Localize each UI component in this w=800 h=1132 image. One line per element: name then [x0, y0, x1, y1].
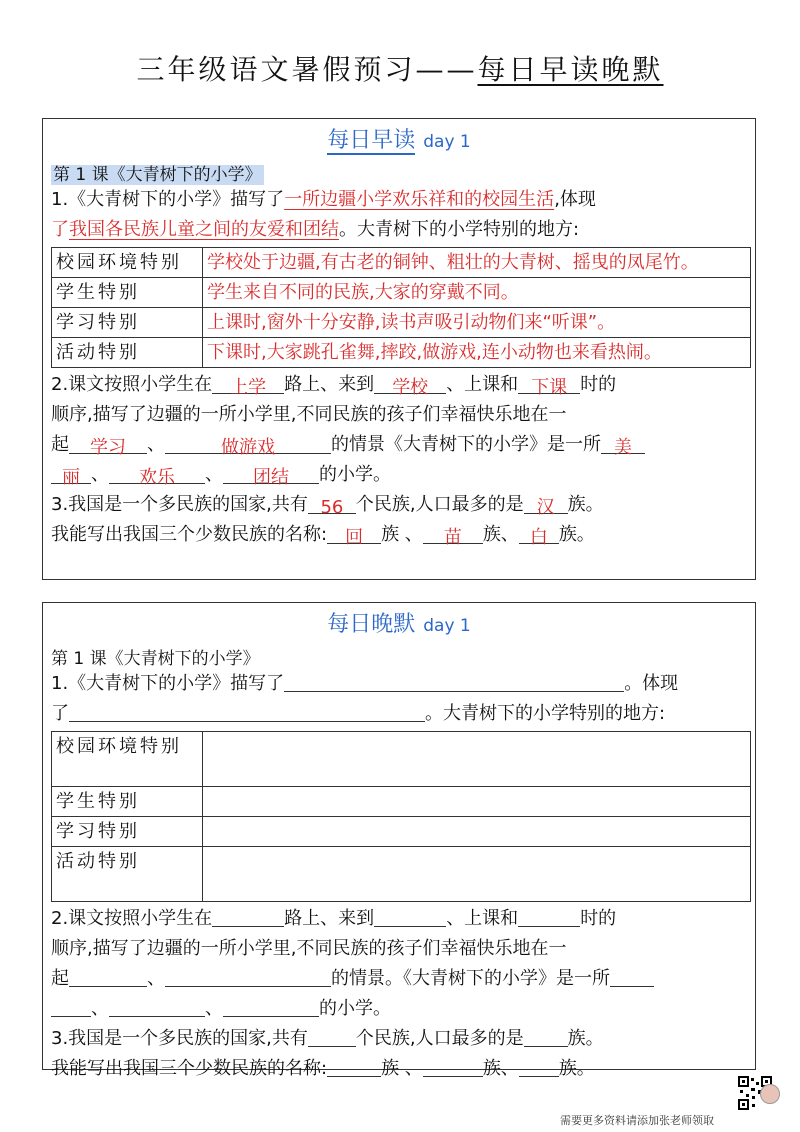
evening-day: day 1	[423, 616, 471, 636]
evening-q1: 1.《大青树下的小学》描写了 。体现 了 。大青树下的小学特别的地方:	[51, 673, 679, 724]
title-plain: 三年级语文暑假预习——	[136, 53, 478, 86]
table-row: 学习特别 上课时,窗外十分安静,读书声吸引动物们来“听课”。	[52, 308, 751, 338]
evening-q1-blank2[interactable]	[69, 701, 425, 722]
morning-header	[43, 123, 755, 154]
blank[interactable]	[327, 1056, 381, 1077]
blank[interactable]	[308, 1026, 356, 1047]
footer-note: 需要更多资料请添加张老师领取	[560, 1114, 714, 1127]
blank[interactable]	[524, 1026, 568, 1047]
evening-features-table	[51, 731, 751, 902]
table-row: 学生特别	[52, 787, 751, 817]
blank[interactable]	[165, 966, 331, 987]
blank[interactable]	[610, 966, 654, 987]
table-row: 学习特别	[52, 817, 751, 847]
title-underlined: 每日早读晚默	[477, 53, 664, 86]
blank[interactable]	[212, 906, 284, 927]
blank[interactable]	[51, 996, 91, 1017]
blank[interactable]	[519, 1056, 559, 1077]
evening-q1-blank1[interactable]	[284, 671, 624, 692]
morning-q3: 3.我国是一个多民族的国家,共有 56 个民族,人口最多的是 汉 族。 我能写出我国三个少数民族的名称: 回 族 、 苗 族、 白 族。	[51, 494, 604, 548]
morning-header-title: 每日早读	[327, 128, 416, 153]
morning-lesson-title: 第 1 课《大青树下的小学》	[53, 165, 262, 185]
morning-features-table	[51, 247, 751, 368]
morning-q1: 1.《大青树下的小学》描写了一所边疆小学欢乐祥和的校园生活,体现 了我国各民族儿童之间的友爱和团结。大青树下的小学特别的地方:	[51, 189, 596, 240]
table-row: 校园环境特别 学校处于边疆,有古老的铜钟、粗壮的大青树、摇曳的凤尾竹。	[52, 248, 751, 278]
morning-q1-answer1: 一所边疆小学欢乐祥和的校园生活	[284, 189, 555, 210]
morning-q2: 2.课文按照小学生在 上学 路上、来到 学校 、上课和 下课 时的 顺序,描写了边疆的一所小学里,不同民族的孩子们幸福快乐地在一 起 学习 、 做游戏 的情景《大青树下的小学》是一所 美 丽 、 欢乐 、 团结 的小学。	[51, 370, 749, 490]
evening-header	[43, 607, 755, 638]
answer-cell[interactable]	[203, 817, 751, 847]
table-row: 学生特别 学生来自不同的民族,大家的穿戴不同。	[52, 278, 751, 308]
blank[interactable]	[69, 966, 147, 987]
table-row: 校园环境特别	[52, 732, 751, 787]
evening-q3: 3.我国是一个多民族的国家,共有 个民族,人口最多的是 族。 我能写出我国三个少数民族的名称: 族 、 族、 族。	[51, 1028, 604, 1079]
blank[interactable]	[423, 1056, 483, 1077]
table-row: 活动特别	[52, 847, 751, 902]
morning-reading-box	[42, 118, 756, 580]
table-row: 活动特别 下课时,大家跳孔雀舞,摔跤,做游戏,连小动物也来看热闹。	[52, 338, 751, 368]
blank[interactable]	[374, 906, 446, 927]
answer-cell[interactable]	[203, 787, 751, 817]
blank[interactable]	[223, 996, 319, 1017]
answer-cell[interactable]	[203, 847, 751, 902]
evening-lesson-title: 第 1 课《大青树下的小学》	[51, 649, 260, 669]
evening-header-title: 每日晚默	[327, 612, 416, 637]
blank[interactable]	[109, 996, 205, 1017]
answer-cell[interactable]	[203, 732, 751, 787]
avatar	[760, 1084, 780, 1104]
morning-q1-answer2: 我国各民族儿童之间的友爱和团结	[69, 219, 339, 240]
page-title	[0, 48, 800, 88]
evening-dictation-box	[42, 602, 756, 1079]
blank[interactable]	[518, 906, 580, 927]
evening-q2: 2.课文按照小学生在 路上、来到 、上课和 时的 顺序,描写了边疆的一所小学里,不同民族的孩子们幸福快乐地在一 起 、 的情景。《大青树下的小学》是一所 、 、 的小学。	[51, 904, 749, 1024]
morning-day: day 1	[423, 132, 471, 152]
